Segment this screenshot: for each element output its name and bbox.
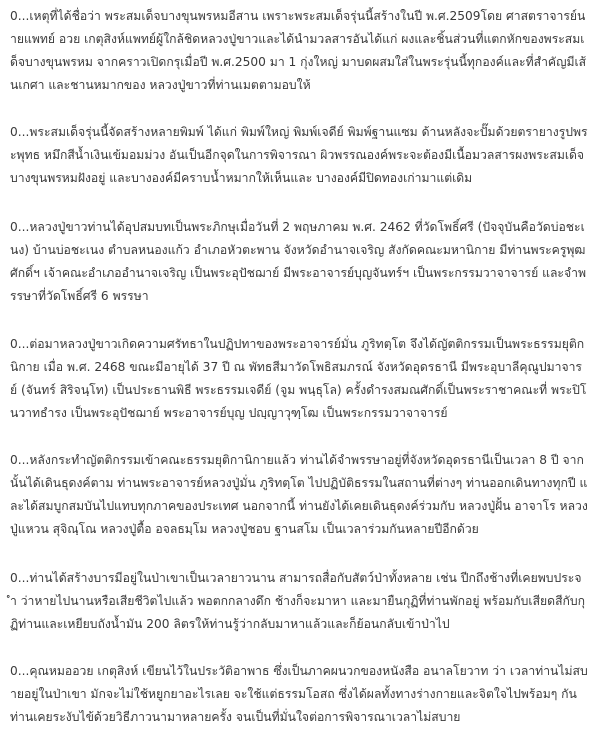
paragraph-forest-elephants: 0...ท่านได้สร้างบารมีอยู่ในป่าเขาเป็นเวลายาวนาน สามารถสื่อกับสัตว์ป่าทั้งหลาย เช่น ปีกถึงช้างที่เคยพบประจำ ว่าหายไปนานหรือเสียชีวิตไปแล้ว พอตกกลางดึก ช้างก็จะมาหา และมายืนกุฏิที่ท่านพักอยู่ พร้อมกับเสียดสีกับกุฏิท่านและเหยียบถังน้ำมัน 200 ลิตรให้ท่านรู้ว่ากลับมาหาแล้วและก็ย้อนกลับเข้าป่าไป [10,571,586,631]
paragraph-print-types: 0...พระสมเด็จรุ่นนี้จัดสร้างหลายพิมพ์ ได้แก่ พิมพ์ใหญ่ พิมพ์เจดีย์ พิมพ์ฐานแซม ด้านหลังจะปั๊มด้วยตรายางรูปพระพุทธ หมึกสีน้ำเงินเข้มอมม่วง อันเป็นอีกจุดในการพิจารณา ผิวพรรณองค์พระจะต้องมีเนื้อมวลสารผงพระสมเด็จบางขุนพรหมฝังอยู่ และบางองค์มีคราบน้ำหมากให้เห็นและ บางองค์มีปิดทองเก่ามาแต่เดิม [10,125,588,185]
paragraph-reordination: 0...ต่อมาหลวงปู่ขาวเกิดความศรัทธาในปฏิปทาของพระอาจารย์มั่น ภูริทตฺโต จึงได้ญัตติกรรมเป็นพระธรรมยุติกนิกาย เมื่อ พ.ศ. 2468 ขณะมีอายุได้ 37 ปี ณ พัทธสีมาวัดโพธิสมภรณ์ จังหวัดอุดรธานี มีพระอุบาลีคุณูปมาจารย์ (จันทร์ สิริจนฺโท) เป็นประธานพิธี พระธรรมเจดีย์ (จูม พนฺธุโล) ครั้งดำรงสมณศักดิ์เป็นพระราชาคณะที่ พระปิโนวาทธำรง เป็นพระอุปัชฌาย์ พระอาจารย์บุญ ปญฺญาวุฑฺโฒ เป็นพระกรรมวาจาจารย์ [10,337,587,420]
paragraph-ordination: 0...หลวงปู่ขาวท่านได้อุปสมบทเป็นพระภิกษุเมื่อวันที่ 2 พฤษภาคม พ.ศ. 2462 ที่วัดโพธิ์ศรี (ปัจจุบันคือวัดบ่อชะเนง) บ้านบ่อชะเนง ตำบลหนองแก้ว อำเภอหัวตะพาน จังหวัดอำนาจเจริญ สังกัดคณะมหานิกาย มีท่านพระครูพุฒศักดิ์ฯ เจ้าคณะอำเภออำนาจเจริญ เป็นพระอุปัชฌาย์ มีพระอาจารย์บุญจันทร์ฯ เป็นพระกรรมวาจาจารย์ และจำพรรษาที่วัดโพธิ์ศรี 6 พรรษา [10,220,586,303]
paragraph-origin-name: 0...เหตุที่ได้ชื่อว่า พระสมเด็จบางขุนพรหมอีสาน เพราะพระสมเด็จรุ่นนี้สร้างในปี พ.ศ.2509โดย ศาสตราจารย์นายแพทย์ อวย เกตุสิงห์แพทย์ผู้ใกล้ชิดหลวงปู่ขาวและได้นำมวลสารอันได้แก่ ผงและชิ้นส่วนที่แตกหักของพระสมเด็จบางขุนพรหม จากคราวเปิดกรุเมื่อปี พ.ศ.2500 มา 1 กุ่งใหญ่ มาบดผสมใส่ในพระรุ่นนี้ทุกองค์และที่สำคัญมีเส้นเกศา และชานหมากของ หลวงปู่ขาวที่ท่านเมตตามอบให้ [10,9,587,92]
paragraph-illness-record: 0...คุณหมออวย เกตุสิงห์ เขียนไว้ในประวัติอาพาธ ซึ่งเป็นภาคผนวกของหนังสือ อนาลโยวาท ว่า เวลาท่านไม่สบายอยู่ในป่าเขา มักจะไม่ใช้หยูกยาอะไรเลย จะใช้แต่ธรรมโอสถ ซึ่งได้ผลทั้งทางร่างกายและจิตใจไปพร้อมๆ กัน ท่านเคยระงับไข้ด้วยวิธีภาวนามาหลายครั้ง จนเป็นที่มั่นใจต่อการพิจารณาเวลาไม่สบาย [10,664,588,724]
paragraph-pilgrimage: 0...หลังกระทำญัตติกรรมเข้าคณะธรรมยุติกานิกายแล้ว ท่านได้จำพรรษาอยู่ที่จังหวัดอุดรธานีเป็นเวลา 8 ปี จากนั้นได้เดินธุดงค์ตาม ท่านพระอาจารย์หลวงปู่มั่น ภูริทตฺโต ไปปฏิบัติธรรมในสถานที่ต่างๆ ท่านออกเดินทางทุกปี และได้สมบูกสมบันไปแทบทุกภาคของประเทศ นอกจากนี้ ท่านยังได้เคยเดินธุดงค์ร่วมกับ หลวงปู่ฝั้น อาจาโร หลวงปู่แหวน สุจิณฺโณ หลวงปู่ตื้อ อจลธมฺโม หลวงปู่ชอบ ฐานสโม เป็นเวลาร่วมกันหลายปีอีกด้วย [10,453,588,536]
